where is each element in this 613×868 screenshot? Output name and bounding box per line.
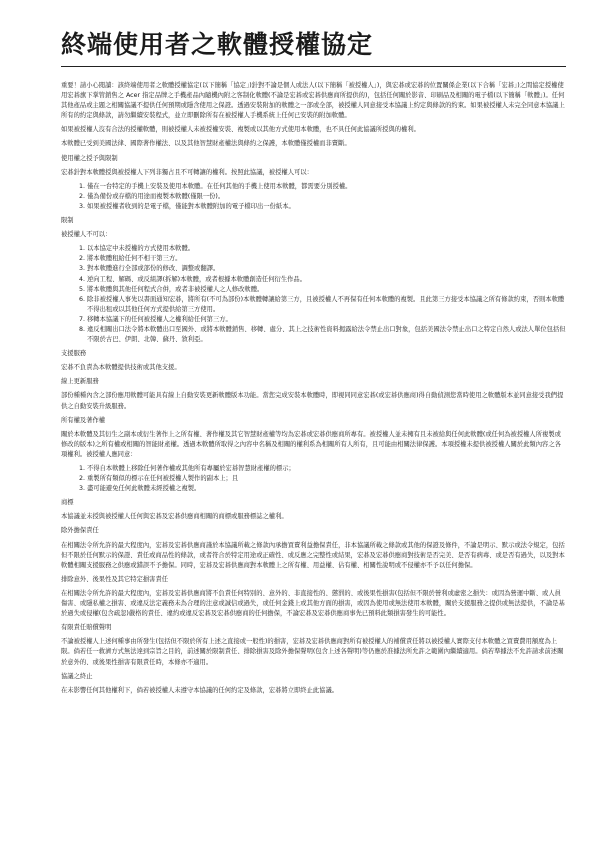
list-item: 1. 僅在一台特定的手機上安裝及使用本軟體。在任何其他的手機上使用本軟體，都需要分別授權。 [87,182,566,192]
section-paragraph: 在相關法令所允許的最大程度內，宏碁及宏碁供應商將不負責任何特別的、意外的、非直接性的、懲罰的、或後果性損害(包括但不限於營利或虛密之損失：或因為營運中斷、或人員傷害、或隱私權之損害、或違反法定義務未為合理的注意或誠信或過失，或任何金錢上或其他方面的損害，或因為使用或無法使用本軟體，關於支援服務之提供或無法提供，不論是基於過失或侵權(包含疏忽)嚴格的責任、違約或違反宏碁及宏碁供應商的任何擔保，不論宏碁及宏碁供應商事先已預料此類損害發生的可能性。 [61,589,565,618]
section-heading: 商標 [61,499,74,507]
section-paragraph: 關於本軟體及其衍生之副本或衍生著作上之所有權、著作權及其它智慧財產權等均為宏碁或宏碁供應商所專有。被授權人並未擁有且未被給與任何此軟體(或任何為被授權人所複製或修改的版本)之所有權或相關的智能財產權。透過本軟體所取得之內容中名稱及相關的權利系為相關所有人所有，且可能由相關法律保護。本項授權未提供被授權人關於此類內容之各項權利。被授權人應同意： [61,430,561,458]
section-heading: 有限責任賠償聲明 [61,624,112,632]
section-heading: 支援服務 [61,350,87,358]
document-title: 終端使用者之軟體授權協定 [61,30,374,59]
section-heading: 除外擔保責任 [61,527,99,535]
section-paragraph: 部份種種內含之部份應用軟體可能具有線上自動安裝更新軟體版本功能。當您完成安裝本軟體時，即視同同意宏碁(或宏碁供應商)得自動偵測您當時使用之軟體版本並同意接受我們提供之自動安裝升級服務。 [61,392,564,410]
list-item: 1. 以本協定中未授權的方式使用本軟體。 [87,244,566,254]
list-item: 7. 移轉本協議下的任何被授權人之權利給任何第三方。 [87,315,566,325]
list-item: 2. 重製所有類似的標示在任何被授權人製作的副本上；且 [87,474,566,484]
list-item: 1. 不得自本軟體上移除任何著作權或其他所有專屬於宏碁智慧財產權的標示； [87,464,566,474]
title-divider [61,66,566,67]
numbered-list [61,464,566,494]
section-heading: 使用權之授予與限制 [61,154,118,162]
section-paragraph: 宏碁針對本軟體授與被授權人下列非獨占且不可轉讓的權利。按照此協議，被授權人可以： [61,168,313,176]
section-paragraph: 被授權人不可以： [61,231,112,239]
document-page [61,30,566,700]
list-item: 2. 僅為備份或存檔的用途而複製本軟體(僅限一份)。 [87,192,566,202]
list-item: 3. 對本軟體進行全部或部份的修改、調整或翻譯。 [87,264,566,274]
section-paragraph: 不論被授權人上述何種事由所發生(包括但不限於所有上述之直接或一般性)的損害，宏碁及宏碁供應商對所有被授權人的補償責任將以被授權人實際支付本軟體之買賣費用額度為上限。倘若任一救濟方式無法達到宗旨之目的，前述關於限制責任、排除損害及除外擔保聲明(包含上述各聲明)等仍應於准據法所允許之範圍內繼續適用。倘若準據法不允許請求前述關於意外的、或後果性損害有限責任時，本條亦不適用。 [61,638,564,666]
numbered-list [61,182,566,212]
section-paragraph: 本協議並未授與被授權人任何與宏碁及宏碁供應商相關的商標或服務標誌之權利。 [61,513,288,521]
list-item: 3. 如果被授權者收到的是電子檔，僅能對本軟體附加的電子檔印出一份紙本。 [87,202,566,212]
list-item: 2. 將本軟體租給任何不相干第三方。 [87,254,566,264]
section-heading: 排除意外、後果性及其它特定損害責任 [61,575,169,583]
section-heading: 協議之終止 [61,672,93,680]
section-paragraph: 在相關法令所允許的最大程度內，宏碁及宏碁供應商謹於本協議所載之條款內承擔買賣利益擔保責任，非本協議所載之條款或其他的保證及條件，不論是明示、默示或法令規定，包括但不限於任何默示的保證、責任或商品性的條款，或者符合於特定用途或正確性、或反應之完整性或結果，宏碁及宏碁供應商對技術是否完美、是否有病毒、或是否有過失，以及對本軟體相關支援服務之供應或錯誤不予擔保。同時，宏碁及宏碁供應商對本軟體上之所有權、用益權、佔有權、相關性說明或不侵權亦不予以任何擔保。 [61,541,565,569]
list-item: 5. 將本軟體與其他任何程式合併，或者非被授權人之人修改軟體。 [87,285,566,295]
section-heading: 限制 [61,217,74,225]
list-item: 6. 除非被授權人事先以書面通知宏碁，將所有(不可為部份)本軟體轉讓給第三方，且被授權人不再保有任何本軟體的複製。且此第三方接受本協議之所有條款約束，否則本軟體不得出租或以其他任何方式提供給第三方使用。 [87,295,566,315]
numbered-list [61,244,566,345]
section-heading: 所有權及著作權 [61,416,106,424]
document-body [61,81,566,696]
list-item: 8. 違反相關出口法令將本軟體出口至國外、或將本軟體銷售、移轉、處分、其上之技術性資料揭露給法令禁止出口對象，包括美國法令禁止出口之特定自然人或法人單位包括但不限於古巴、伊朗、北韓、蘇丹、敘利亞。 [87,325,566,345]
section-heading: 線上更新服務 [61,378,99,386]
intro-paragraph: 本軟體已受到美國法律、國際著作權法、以及其他智慧財產權法與條約之保護，本軟體僅授權而非賣斷。 [61,140,351,148]
intro-paragraph: 如果被授權人沒有合法的授權軟體，則被授權人未被授權安裝、複製或以其他方式使用本軟體，也不具任何此協議所授與的權利。 [61,126,420,134]
section-paragraph: 在未影響任何其他權利下，倘若被授權人未遵守本協議的任何約定及條款，宏碁將立即終止此協議。 [61,686,339,694]
section-paragraph: 宏碁不負責為本軟體提供技術或其他支援。 [61,364,181,372]
list-item: 4. 逆向工程、解碼、或反組譯(拆解)本軟體，或者根據本軟體創造任何衍生作品。 [87,275,566,285]
list-item: 3. 盡可能避免任何此軟體未經授權之複製。 [87,484,566,494]
intro-paragraph: 重要！請小心閱讀：該終端使用者之軟體授權協定(以下簡稱「協定」)針對不論是個人或法人(以下簡稱「被授權人」)，與宏碁或宏碁的位置關係企業(以下合稱「宏碁」)之間協定授權使用宏碁旗下掌管銷售之 Acer 指定品牌之手機產品內隨機內附之客制化軟體(不論是宏碁或宏碁供應商所提供的)，包括任何關於影音、印刷品及相關的電子檔(以下簡稱「軟體」)。任何其他產品或主題之相關協議不提供任何預期或隱含使用之保證。透過安裝附加的軟體之一部或全部，被授權人同意接受本協議上約定與條款的約束。如果被授權人未完全同意本協議上所有的約定與條款，請勿繼續安裝程式，並立即刪除所有在被授權人手機系統上任何已安裝的附加軟體。 [61,82,565,120]
